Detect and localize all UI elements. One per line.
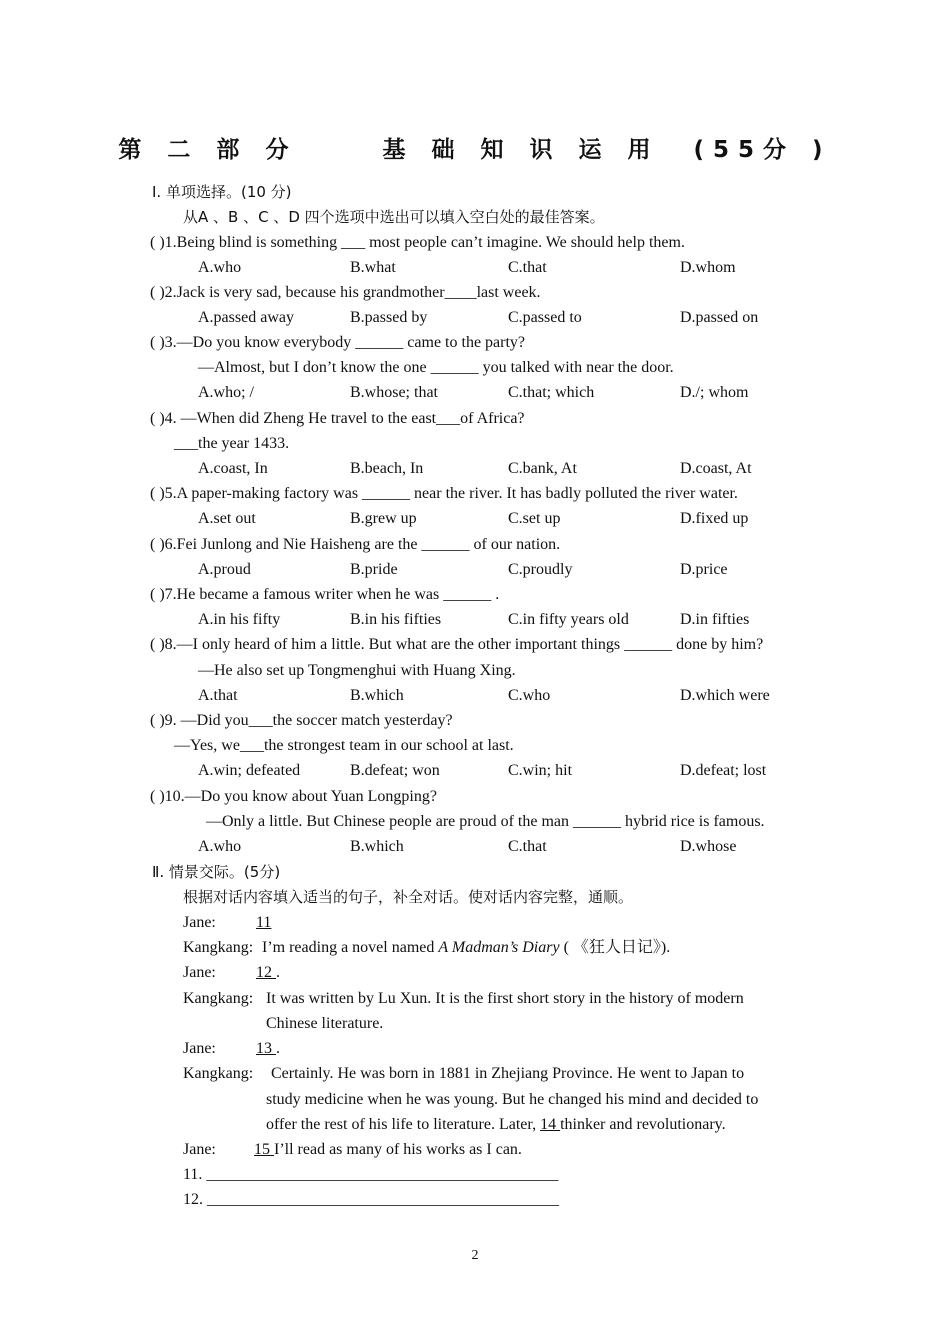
question-line: ( )9. —Did you___the soccer match yesterday? [150,712,453,729]
option-d: D./; whom [680,384,749,401]
option-d: D.passed on [680,309,759,326]
option-b: B.pride [350,561,398,578]
question-line: —Almost, but I don’t know the one ______ you talked with near the door. [198,359,674,376]
option-c: C.in fifty years old [508,611,629,628]
dialogue-line: 13 . [256,1040,280,1057]
question-line: ( )10.—Do you know about Yuan Longping? [150,788,437,805]
dialogue-line: study medicine when he was young. But he changed his mind and decided to [266,1091,759,1108]
speaker-label: Kangkang: [183,939,254,956]
page-number: 2 [471,1248,479,1263]
option-d: D.whom [680,259,736,276]
speaker-label: Jane: [183,1141,216,1158]
option-d: D.price [680,561,728,578]
section-instruction: 根据对话内容填入适当的句子，补全对话。使对话内容完整，通顺。 [183,888,634,906]
section-instruction: 从A 、B 、C 、D 四个选项中选出可以填入空白处的最佳答案。 [183,208,605,226]
section-heading: Ⅱ. 情景交际。(5分) [152,863,281,881]
answer-line[interactable]: 12. ____________________________________________ [183,1191,559,1208]
question-line: ( )5.A paper-making factory was ______ near the river. It has badly polluted the river water. [150,485,738,502]
option-a: A.who [198,259,242,276]
option-c: C.that; which [508,384,595,401]
question-line: ( )3.—Do you know everybody ______ came to the party? [150,334,526,351]
option-a: A.in his fifty [198,611,281,628]
section-heading: Ⅰ. 单项选择。(10 分) [152,183,292,201]
dialogue-line: I’m reading a novel named A Madman’s Diary ( 《狂人日记》). [262,939,671,956]
speaker-label: Jane: [183,964,216,981]
option-c: C.that [508,259,547,276]
option-a: A.who [198,838,242,855]
question-line: ___the year 1433. [174,435,290,452]
option-b: B.grew up [350,510,417,527]
option-b: B.passed by [350,309,428,326]
option-d: D.which were [680,687,770,704]
question-line: ( )6.Fei Junlong and Nie Haisheng are the ______ of our nation. [150,536,561,553]
option-b: B.defeat; won [350,762,440,779]
option-b: B.which [350,687,404,704]
option-a: A.coast, In [198,460,268,477]
option-d: D.coast, At [680,460,752,477]
speaker-label: Kangkang: [183,990,254,1007]
question-line: ( )7.He became a famous writer when he was ______ . [150,586,500,603]
option-a: A.set out [198,510,256,527]
option-b: B.whose; that [350,384,438,401]
blank: 13 [256,1040,276,1057]
option-b: B.beach, In [350,460,424,477]
option-d: D.defeat; lost [680,762,767,779]
dialogue-line: It was written by Lu Xun. It is the first short story in the history of modern [266,990,744,1007]
blank: 14 [540,1116,561,1133]
speaker-label: Kangkang: [183,1065,254,1082]
option-b: B.what [350,259,396,276]
option-c: C.proudly [508,561,573,578]
question-line: ( )2.Jack is very sad, because his grandmother____last week. [150,284,541,301]
speaker-label: Jane: [183,1040,216,1057]
speaker-label: Jane: [183,914,216,931]
question-line: —He also set up Tongmenghui with Huang Xing. [198,662,516,679]
dialogue-line: Certainly. He was born in 1881 in Zhejiang Province. He went to Japan to [271,1065,745,1082]
question-line: —Yes, we___the strongest team in our school at last. [174,737,514,754]
option-c: C.who [508,687,551,704]
book-title: A Madman’s Diary [438,939,560,956]
dialogue-line [256,913,271,933]
option-a: A.passed away [198,309,294,326]
option-d: D.fixed up [680,510,749,527]
question-line: —Only a little. But Chinese people are proud of the man ______ hybrid rice is famous. [206,813,765,830]
blank: 12 [256,964,276,981]
option-d: D.whose [680,838,737,855]
page-title: 第 二 部 分 基 础 知 识 运 用 (55分 ) [118,137,832,163]
option-c: C.that [508,838,547,855]
option-c: C.set up [508,510,561,527]
dialogue-line: 15 I’ll read as many of his works as I can. [254,1141,522,1158]
question-line: ( )4. —When did Zheng He travel to the east___of Africa? [150,410,525,427]
option-d: D.in fifties [680,611,750,628]
answer-line[interactable]: 11. ____________________________________________ [183,1166,559,1183]
blank: 15 [254,1141,274,1158]
option-b: B.in his fifties [350,611,442,628]
option-c: C.passed to [508,309,582,326]
question-line: ( )1.Being blind is something ___ most people can’t imagine. We should help them. [150,234,685,251]
option-a: A.who; / [198,384,254,401]
option-a: A.that [198,687,238,704]
option-a: A.proud [198,561,251,578]
option-a: A.win; defeated [198,762,301,779]
dialogue-line: offer the rest of his life to literature. Later, 14 thinker and revolutionary. [266,1116,726,1133]
option-b: B.which [350,838,404,855]
dialogue-line: 12 . [256,964,280,981]
blank: 11 [256,914,272,931]
dialogue-line: Chinese literature. [266,1015,384,1032]
option-c: C.win; hit [508,762,573,779]
option-c: C.bank, At [508,460,577,477]
question-line: ( )8.—I only heard of him a little. But what are the other important things ______ done by him? [150,636,764,653]
